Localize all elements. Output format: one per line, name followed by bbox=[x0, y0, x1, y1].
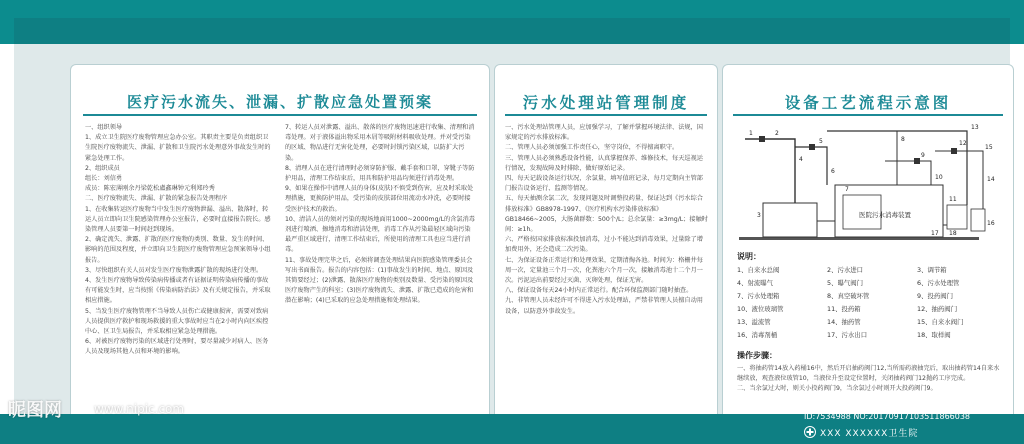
para: 9、如果在操作中清理人员的身体(皮肤)不慎受到伤害，应及时采取处理措施，更换防护用品，受污染的皮肤部位用流动水冲洗，必要时接受医护技术的救治。 bbox=[285, 185, 474, 213]
para: 5、当发生医疗废物管理不当导致人员伤亡或健康损害，需要对致病人员提供医疗救护和现场救援的重大事故时应当在2小时内向区疾控中心、区卫生局报告，并采取相应紧急处理措施。 bbox=[85, 307, 269, 336]
para: 4、发生医疗废物导致传染病传播或者有证据证明传染病传播的事故有可能发生时，应当按照《传染病防治法》及有关规定报告，并采取相应措施。 bbox=[85, 277, 271, 305]
diagram-number: 18 bbox=[949, 230, 957, 237]
legend-item: 2、污水进口 bbox=[827, 266, 864, 274]
para: 10、清洁人员的须对污染的现场地面用1000~2000mg/L的含氯消毒剂进行喷洒、擦地消毒和清洁处理，消毒工作从污染最轻区域向污染最严重区域进行，清理工作结束后，所使用的清理工具也应当进行消毒。 bbox=[285, 215, 475, 254]
ops-title: 操作步骤： bbox=[737, 351, 777, 360]
diagram-number: 13 bbox=[971, 124, 979, 131]
para: 七、为保证设备正常运行和处理效果，定期清掏各池。时间为：格栅井每周一次，定量池三个月一次，化粪池六个月一次，接触消毒池十二个月一次。污泥运出前要经过灭菌、灭卵处理，保证无害。 bbox=[505, 256, 703, 285]
ops-text bbox=[737, 364, 1003, 395]
legend-item: 16、消毒剂桶 bbox=[737, 331, 778, 339]
para: 成员：陈宏薄刚余丹梁乾松盧鑫琳钟元利郑玲秀 bbox=[85, 185, 215, 193]
legend-item: 11、投药箱 bbox=[827, 305, 861, 313]
inlet-pipe bbox=[745, 139, 795, 203]
legend-item: 4、射流曝气 bbox=[737, 279, 774, 287]
process-flow-diagram bbox=[735, 121, 1003, 241]
watermark-site: 昵图网 bbox=[8, 400, 62, 421]
diagram-number: 10 bbox=[935, 174, 943, 181]
watermark-url: www.nipic.com bbox=[94, 402, 185, 416]
device-label: 医院污水消毒装置 bbox=[859, 211, 911, 219]
legend-item: 7、污水处理箱 bbox=[737, 292, 780, 300]
emergency-plan-col2 bbox=[285, 123, 475, 307]
management-rules-panel bbox=[494, 64, 718, 428]
legend-title: 说明： bbox=[737, 252, 761, 261]
para: 1、在收集转运医疗废物当中发生医疗废物泄漏、溢出、散落时，转运人员立即向卫生院感染管理办公室报告，必要时直接报告院长。感染管理人员要第一时间赶到现场。 bbox=[85, 205, 271, 234]
para: 11、事故处理完毕之后，必须将调查处理结果向医院感染管理委员会写出书面报告。报告的内容包括：(1)事故发生的时间、地点、原因及其简要经过；(2)泄露、散落医疗废物的类别及数量、受污染的原因及医疗废物产生的科室；(3)医疗废物流失、泄露、扩散已造成的危害和潜在影响；(4)已采取的应急处理措施和处理结果。 bbox=[285, 256, 474, 305]
para: 四、每天记载设备运行状况，余氯量，填写值班记录，每月定期向主管部门报告设备运行、监测等情况。 bbox=[505, 175, 703, 193]
para: 2、确定流失、泄露、扩散的医疗废物的类别、数量、发生的时间、影响的范围及程度，并立即向卫生院医疗废物管理应急预案领导小组报告。 bbox=[85, 236, 271, 264]
diagram-number: 9 bbox=[921, 152, 925, 159]
valve bbox=[951, 148, 957, 154]
legend-item: 6、污水处理管 bbox=[917, 279, 960, 287]
legend-item: 3、调节箱 bbox=[917, 266, 947, 274]
legend-item: 1、自来水总阀 bbox=[737, 266, 780, 274]
legend-item: 17、污水出口 bbox=[827, 331, 868, 339]
dosing-box bbox=[947, 205, 967, 229]
valve bbox=[759, 136, 765, 142]
diagram-number: 15 bbox=[985, 144, 993, 151]
para: 2、组织成员 bbox=[85, 164, 120, 172]
process-diagram-title: 设备工艺流程示意图 bbox=[784, 94, 952, 112]
para: 二、管理人员必须加强工作责任心，坚守岗位，不得擅离职守。 bbox=[505, 144, 679, 152]
legend-item: 14、抽药管 bbox=[827, 318, 861, 326]
management-rules-text bbox=[505, 123, 709, 317]
legend-item: 12、抽药阀门 bbox=[917, 305, 958, 313]
hospital-cross-icon bbox=[804, 426, 816, 438]
para: 八、保证设备每天24小时内正常运行。配合环保监测部门随时抽查。 bbox=[505, 287, 693, 295]
emergency-plan-col1 bbox=[85, 123, 271, 358]
legend-item: 13、溢流管 bbox=[737, 318, 771, 326]
para: 六、严格按国家排放标准投加消毒，过小不能达到消毒效果，过量除了增加费用外，还会造成二次污染。 bbox=[505, 236, 703, 254]
para: 组长：刘信勇 bbox=[85, 175, 123, 183]
para: 二、当余氯过大时，则关小投药阀门9，当余氯过小时则开大投药阀门9。 bbox=[737, 385, 937, 393]
para: 一、组织领导 bbox=[85, 124, 123, 131]
title-underline bbox=[505, 114, 707, 116]
diagram-number: 8 bbox=[901, 136, 905, 143]
regulating-tank bbox=[763, 203, 817, 237]
valve bbox=[914, 158, 920, 164]
para: 九、非管理人员未经许可不得进入污水处理站，严禁非管理人员擅自动用设备，以防意外事故发生。 bbox=[505, 297, 703, 315]
diagram-number: 3 bbox=[757, 212, 761, 219]
diagram-number: 7 bbox=[845, 186, 849, 193]
top-band bbox=[0, 0, 1024, 44]
emergency-plan-panel bbox=[70, 64, 490, 428]
para: 3、尽快组织有关人员对发生医疗废物泄露扩散的现场进行处理。 bbox=[85, 266, 263, 274]
diagram-number: 2 bbox=[775, 130, 779, 137]
title-underline bbox=[733, 114, 1003, 116]
para: 二、医疗废物流失、泄漏、扩散的紧急报告处理程序 bbox=[85, 195, 228, 203]
legend-item: 5、曝气阀门 bbox=[827, 279, 864, 287]
watermark-id: ID:7534988 NO:20170917103511866038 bbox=[804, 412, 971, 421]
board bbox=[14, 44, 1010, 414]
valve bbox=[809, 144, 815, 150]
diagram-number: 16 bbox=[987, 220, 995, 227]
title-underline bbox=[83, 114, 477, 116]
para: 五、每天抽测余氯二次，发现问题及时调整投药量，保证达到《污水综合排放标准》GB8978-1997、《医疗机构水污染排放标准》GB18466~2005，大肠菌群数：500个/L；总余氯量：≥3mg/L；接触时间：≥1h。 bbox=[505, 195, 708, 234]
management-rules-title: 污水处理站管理制度 bbox=[522, 94, 690, 112]
diagram-number: 6 bbox=[831, 168, 835, 175]
legend-item: 15、自来水阀门 bbox=[917, 318, 964, 326]
top-band-inner bbox=[14, 18, 1010, 44]
diagram-number: 4 bbox=[799, 156, 803, 163]
para: 一、污水处理站管理人员，应加强学习，了解并掌握环境法律、法规，国家规定的污水排放标准。 bbox=[505, 124, 703, 142]
legend-item: 8、真空破坏管 bbox=[827, 292, 870, 300]
para: 8、清理人员在进行清理时必须穿防护服、戴手套和口罩，穿靴子等防护用品，清理工作结束后，用具和防护用品均须进行消毒处理。 bbox=[285, 164, 475, 183]
diagram-number: 14 bbox=[987, 176, 995, 183]
para: 三、管理人员必须熟悉设备性能，认真掌握保养、维修技术，每天巡视运行情况，发现故障及时排除，做好原始记录。 bbox=[505, 154, 703, 172]
diagram-number: 17 bbox=[931, 230, 939, 237]
dosing-pipe bbox=[885, 161, 931, 185]
emergency-plan-title: 医疗污水流失、泄漏、扩散应急处置预案 bbox=[126, 93, 433, 111]
diagram-number: 5 bbox=[819, 138, 823, 145]
para: 6、对被医疗废物污染的区域进行处理时，要尽量减少对病人、医务人员及现场其他人员和环境的影响。 bbox=[85, 338, 269, 356]
diagram-number: 1 bbox=[749, 130, 753, 137]
diagram-number: 11 bbox=[949, 196, 957, 203]
disinfectant-drum bbox=[971, 209, 985, 231]
aeration-pipe bbox=[795, 147, 827, 185]
para: 1、成立卫生院医疗废物管理应急办公室。其职责主要是负责组织卫生院医疗废物流失、泄漏、扩散和卫生院污水处理意外事故发生时的紧急处理工作。 bbox=[85, 134, 271, 162]
legend-item: 18、取样阀 bbox=[917, 331, 951, 339]
para: 一、将抽药管14放入药桶16中，然后开启抽药阀门12,当所需药液抽完后，取出抽药管14自来水继续放，观查液位玻管10，当液位升至设定位置时，关闭抽药阀门12抛药工序完成。 bbox=[737, 365, 1000, 383]
legend-item: 9、投药阀门 bbox=[917, 292, 954, 300]
hospital-name: XXX XXXXXX卫生院 bbox=[820, 429, 919, 439]
diagram-number: 12 bbox=[959, 140, 967, 147]
process-diagram-panel bbox=[722, 64, 1014, 428]
para: 7、转运人员对泄露、溢出、散落的医疗废物迅速进行收集、清理和消毒处理。对于液体溢出物采用木屑等吸附材料吸收处理。并对受污染的区域、物品进行无害化处理，必要时封锁污染区域，以防扩大污染。 bbox=[285, 124, 475, 162]
legend-item: 10、液位玻璃管 bbox=[737, 305, 784, 313]
